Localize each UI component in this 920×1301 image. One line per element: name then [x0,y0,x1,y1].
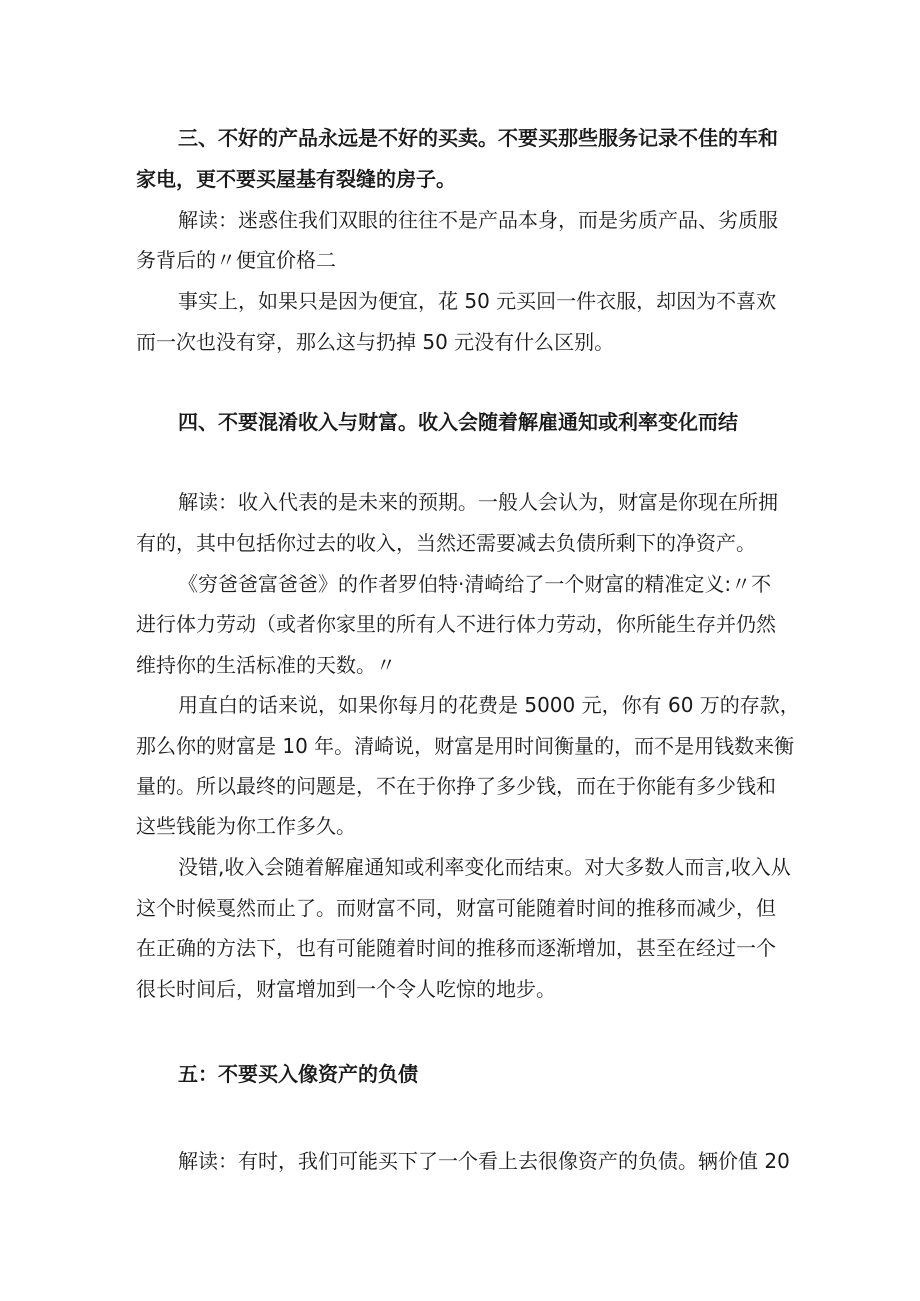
section-3-para-1-line-1: 解读：迷惑住我们双眼的往往不是产品本身，而是劣质产品、劣质服 [178,208,778,232]
section-4-para-3-line-3: 量的。所以最终的问题是，不在于你挣了多少钱，而在于你能有多少钱和 [136,774,776,798]
section-4-para-2-line-3: 维持你的生活标准的天数。〃 [136,653,396,677]
section-5-heading-line-1: 五：不要买入像资产的负债 [178,1062,418,1086]
section-3-para-1-line-2: 务背后的〃便宜价格二 [136,248,336,272]
section-4-para-3-line-4: 这些钱能为你工作多久。 [136,814,356,838]
section-4-para-3-line-2: 那么你的财富是 10 年。清崎说，财富是用时间衡量的，而不是用钱数来衡 [136,734,795,758]
section-4-para-2-line-2: 进行体力劳动（或者你家里的所有人不进行体力劳动，你所能生存并仍然 [136,612,776,636]
section-4-para-4-line-1: 没错,收入会随着解雇通知或利率变化而结束。对大多数人而言,收入从 [178,855,791,879]
section-3-heading-line-2: 家电，更不要买屋基有裂缝的房子。 [136,167,456,191]
section-4-para-1-line-1: 解读：收入代表的是未来的预期。一般人会认为，财富是你现在所拥 [178,490,778,514]
section-4-para-4-line-4: 很长时间后，财富增加到一个令人吃惊的地步。 [136,977,556,1001]
section-3-para-2-line-2: 而一次也没有穿，那么这与扔掉 50 元没有什么区别。 [136,330,615,354]
section-4-para-3-line-1: 用直白的话来说，如果你每月的花费是 5000 元，你有 60 万的存款， [178,693,800,717]
section-4-para-4-line-2: 这个时候戛然而止了。而财富不同，财富可能随着时间的推移而减少，但 [136,896,776,920]
section-4-heading-line-1: 四、不要混淆收入与财富。收入会随着解雇通知或利率变化而结 [178,410,738,434]
section-3-para-2-line-1: 事实上，如果只是因为便宜，花 50 元买回一件衣服，却因为不喜欢 [178,289,777,313]
section-4-para-4-line-3: 在正确的方法下，也有可能随着时间的推移而逐渐增加，甚至在经过一个 [136,936,776,960]
section-5-para-1-line-1: 解读：有时，我们可能买下了一个看上去很像资产的负债。辆价值 20 [178,1149,790,1173]
section-4-para-2-line-1: 《穷爸爸富爸爸》的作者罗伯特·清崎给了一个财富的精准定义:〃不 [178,572,772,596]
section-3-heading-line-1: 三、不好的产品永远是不好的买卖。不要买那些服务记录不佳的车和 [178,126,778,150]
section-4-para-1-line-2: 有的，其中包括你过去的收入，当然还需要减去负债所剩下的净资产。 [136,531,756,555]
